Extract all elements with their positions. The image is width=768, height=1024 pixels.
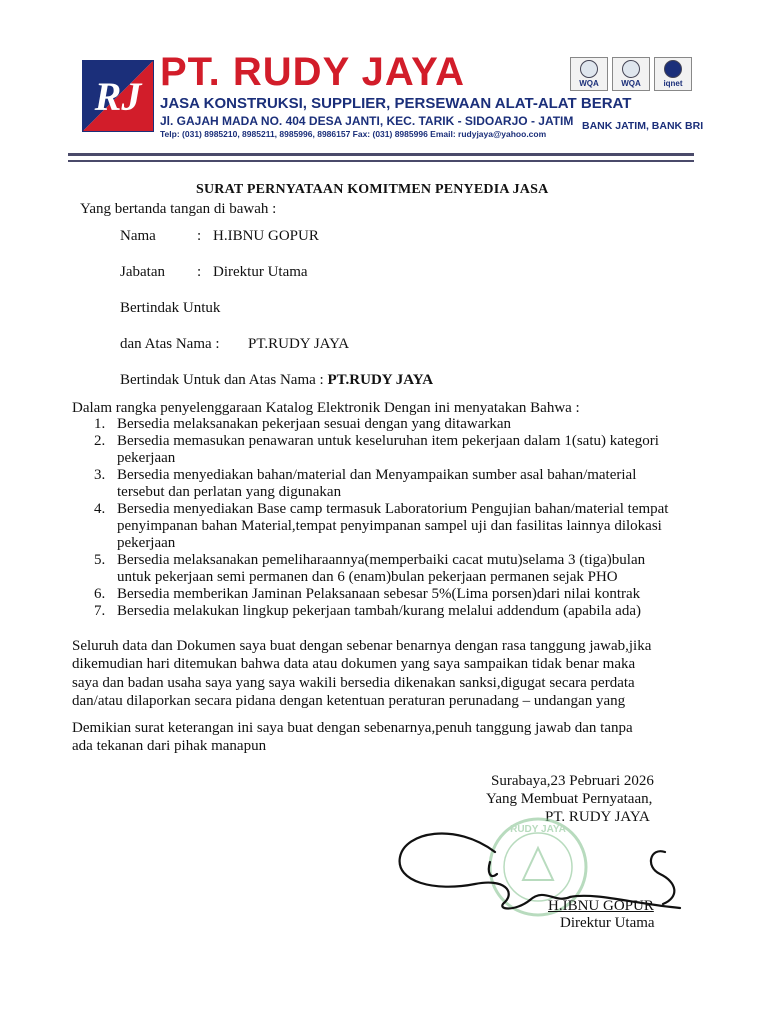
signer-name: H.IBNU GOPUR (548, 898, 654, 914)
position-colon: : (197, 264, 202, 280)
list-item: 7. Bersedia melakukan lingkup pekerjaan tambah/kurang melalui addendum (apabila ada) (94, 603, 641, 619)
statement-intro: Dalam rangka penyelenggaraan Katalog Elektronik Dengan ini menyatakan Bahwa : (72, 400, 580, 416)
list-item: 4. Bersedia menyediakan Base camp termasuk Laboratorium Pengujian bahan/material tempat penyimpanan bahan Material,tempat penyimpanan sampel uji dan fasilitas lainnya dilokasi pekerjaan (94, 501, 669, 551)
signature-company: PT. RUDY JAYA (545, 809, 650, 825)
name-colon: : (197, 228, 202, 244)
stamp-text: RUDY JAYA (510, 824, 566, 835)
list-item: 5. Bersedia melaksanakan pemeliharaannya(memperbaiki cacat mutu)selama 3 (tiga)bulan untuk pekerjaan semi permanen dan 6 (enam)bulan pekerjaan permanen sejak PHO (94, 552, 646, 585)
on-behalf-label: dan Atas Nama : (120, 336, 220, 352)
company-address: Jl. GAJAH MADA NO. 404 DESA JANTI, KEC. TARIK - SIDOARJO - JATIM (160, 114, 574, 128)
company-tagline: JASA KONSTRUKSI, SUPPLIER, PERSEWAAN ALAT-ALAT BERAT (160, 95, 632, 112)
header-divider (68, 153, 694, 156)
acting-for-label: Bertindak Untuk (120, 300, 221, 316)
certification-globe-icon (622, 60, 640, 78)
certification-badge: WQA (570, 57, 608, 91)
iqnet-icon (664, 60, 682, 78)
maker-label: Yang Membuat Pernyataan, (486, 791, 653, 807)
company-name: PT. RUDY JAYA (160, 50, 465, 94)
acting-combined-value: PT.RUDY JAYA (327, 372, 434, 388)
list-item: 1. Bersedia melaksanakan pekerjaan sesuai dengan yang ditawarkan (94, 416, 511, 432)
signer-title: Direktur Utama (560, 915, 655, 931)
acting-combined-row (120, 371, 433, 389)
list-item: 2. Bersedia memasukan penawaran untuk keseluruhan item pekerjaan dalam 1(satu) kategori pekerjaan (94, 433, 659, 466)
acting-combined-label: Bertindak Untuk dan Atas Nama : (120, 372, 324, 388)
position-value: Direktur Utama (213, 264, 308, 280)
closing-paragraph: Demikian surat keterangan ini saya buat dengan sebenarnya,penuh tanggung jawab dan tanpa ada tekanan dari pihak manapun (72, 720, 633, 755)
list-item: 6. Bersedia memberikan Jaminan Pelaksanaan sebesar 5%(Lima porsen)dari nilai kontrak (94, 586, 641, 602)
bank-list: BANK JATIM, BANK BRI (582, 120, 704, 132)
place-date: Surabaya,23 Pebruari 2026 (491, 773, 654, 789)
name-label: Nama (120, 228, 156, 244)
on-behalf-value: PT.RUDY JAYA (248, 336, 350, 352)
position-label: Jabatan (120, 264, 165, 280)
document-title: SURAT PERNYATAAN KOMITMEN PENYEDIA JASA (196, 182, 549, 197)
certification-globe-icon (580, 60, 598, 78)
declaration-paragraph: Seluruh data dan Dokumen saya buat dengan sebenar benarnya dengan rasa tanggung jawab,jika dikemudian hari ditemukan bahwa data atau dokumen yang saya sampaikan tidak benar maka saya dan badan usaha saya yang saya wakili bersedia dikenakan sanksi,digugat secara perdata dan/atau dilaporkan secara pidana dengan ketentuan peraturan perunadang – undangan yang (72, 638, 652, 709)
company-logo (82, 60, 154, 132)
header-divider (68, 160, 694, 162)
commitment-list (76, 416, 676, 620)
certification-badge: iqnet (654, 57, 692, 91)
logo-monogram: RJ (94, 74, 142, 119)
intro-text: Yang bertanda tangan di bawah : (80, 201, 277, 217)
certification-badge: WQA (612, 57, 650, 91)
name-value: H.IBNU GOPUR (213, 228, 319, 244)
company-contact: Telp: (031) 8985210, 8985211, 8985996, 8986157 Fax: (031) 8985996 Email: rudyjaya@yahoo.com (160, 129, 547, 139)
list-item: 3. Bersedia menyediakan bahan/material dan Menyampaikan sumber asal bahan/material tersebut dan perlatan yang digunakan (94, 467, 637, 500)
